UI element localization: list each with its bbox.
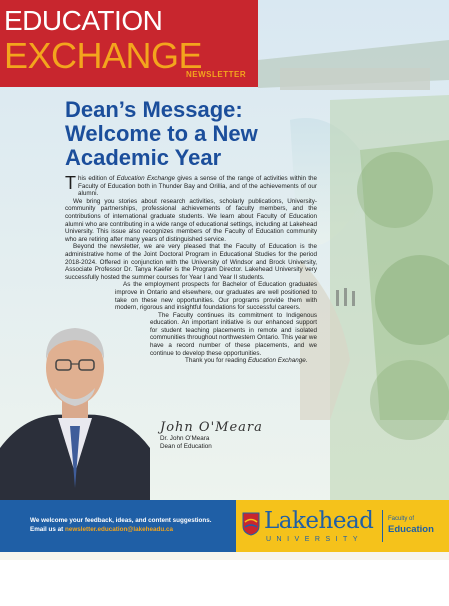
footer-band [0, 500, 449, 552]
lakehead-logo [236, 500, 449, 552]
dean-portrait [0, 298, 150, 513]
paragraph-4: As the employment prospects for Bachelor of Education graduates improve in Ontario and elsewhere, our graduates are well positioned to take on these new opportunities. Our programs provide them with modern, rigorous and insightful foundations for successful careers. [115, 281, 317, 312]
feedback-text: We welcome your feedback, ideas, and content suggestions. [30, 517, 212, 524]
masthead-line2: EXCHANGE [4, 35, 203, 76]
masthead-line1: EDUCATION [4, 5, 163, 36]
signer-name: Dr. John O’Meara [160, 435, 210, 442]
signer-title: Dean of Education [160, 443, 212, 450]
logo-divider [382, 510, 383, 542]
faculty-of-label: Faculty of [388, 516, 415, 522]
paragraph-6: Thank you for reading Education Exchange. [185, 357, 308, 365]
title-line: Welcome to a New [65, 121, 258, 146]
shield-icon [242, 512, 260, 536]
faculty-name: Education [388, 524, 434, 535]
paragraph-2: We bring you stories about research activities, scholarly publications, University-community partnerships, professional achievements of faculty members, and the contributions of international graduate students. We learn about Faculty of Education alumni who are contributing in a wide range of educational settings, including at Lakehead University. This issue also recognizes members of the Faculty of Education community who are retiring after many years of distinguished service. [65, 197, 317, 243]
logo-wordmark: Lakehead [264, 508, 374, 534]
signature-block [160, 420, 320, 451]
paragraph-3: Beyond the newsletter, we are very pleased that the Faculty of Education is the administrative home of the Joint Doctoral Program in Educational Studies for the period 2018-2024. Offered in conjunction with the University of Windsor and Brock University, Associate Professor Dr. Tanya Kaefer is the Program Director. Lakehead University very successfully hosted the summer courses for Year I and Year II students. [65, 243, 317, 281]
email-link[interactable]: newsletter.education@lakeheadu.ca [65, 526, 173, 533]
paragraph-1: This edition of Education Exchange gives a sense of the range of activities within the Faculty of Education both in Thunder Bay and Orillia, and of the achievements of our alumni. [65, 173, 318, 198]
page-title [65, 98, 305, 170]
title-line: Dean’s Message: [65, 97, 243, 122]
paragraph-5: The Faculty continues its commitment to Indigenous education. An important initiative is our enhanced support for student teaching placements in remote and isolated communities throughout northwestern Ontario. This year we have a record number of these placements, and we continue to develop these opportunities. [150, 311, 317, 357]
handwritten-signature: John O'Meara [160, 420, 263, 435]
email-line: Email us at newsletter.education@lakeheadu.ca [30, 526, 173, 533]
logo-university: UNIVERSITY [266, 536, 364, 543]
masthead-tag: NEWSLETTER [186, 70, 247, 79]
masthead [0, 0, 258, 87]
drop-cap: T [65, 173, 76, 193]
title-line: Academic Year [65, 145, 222, 170]
